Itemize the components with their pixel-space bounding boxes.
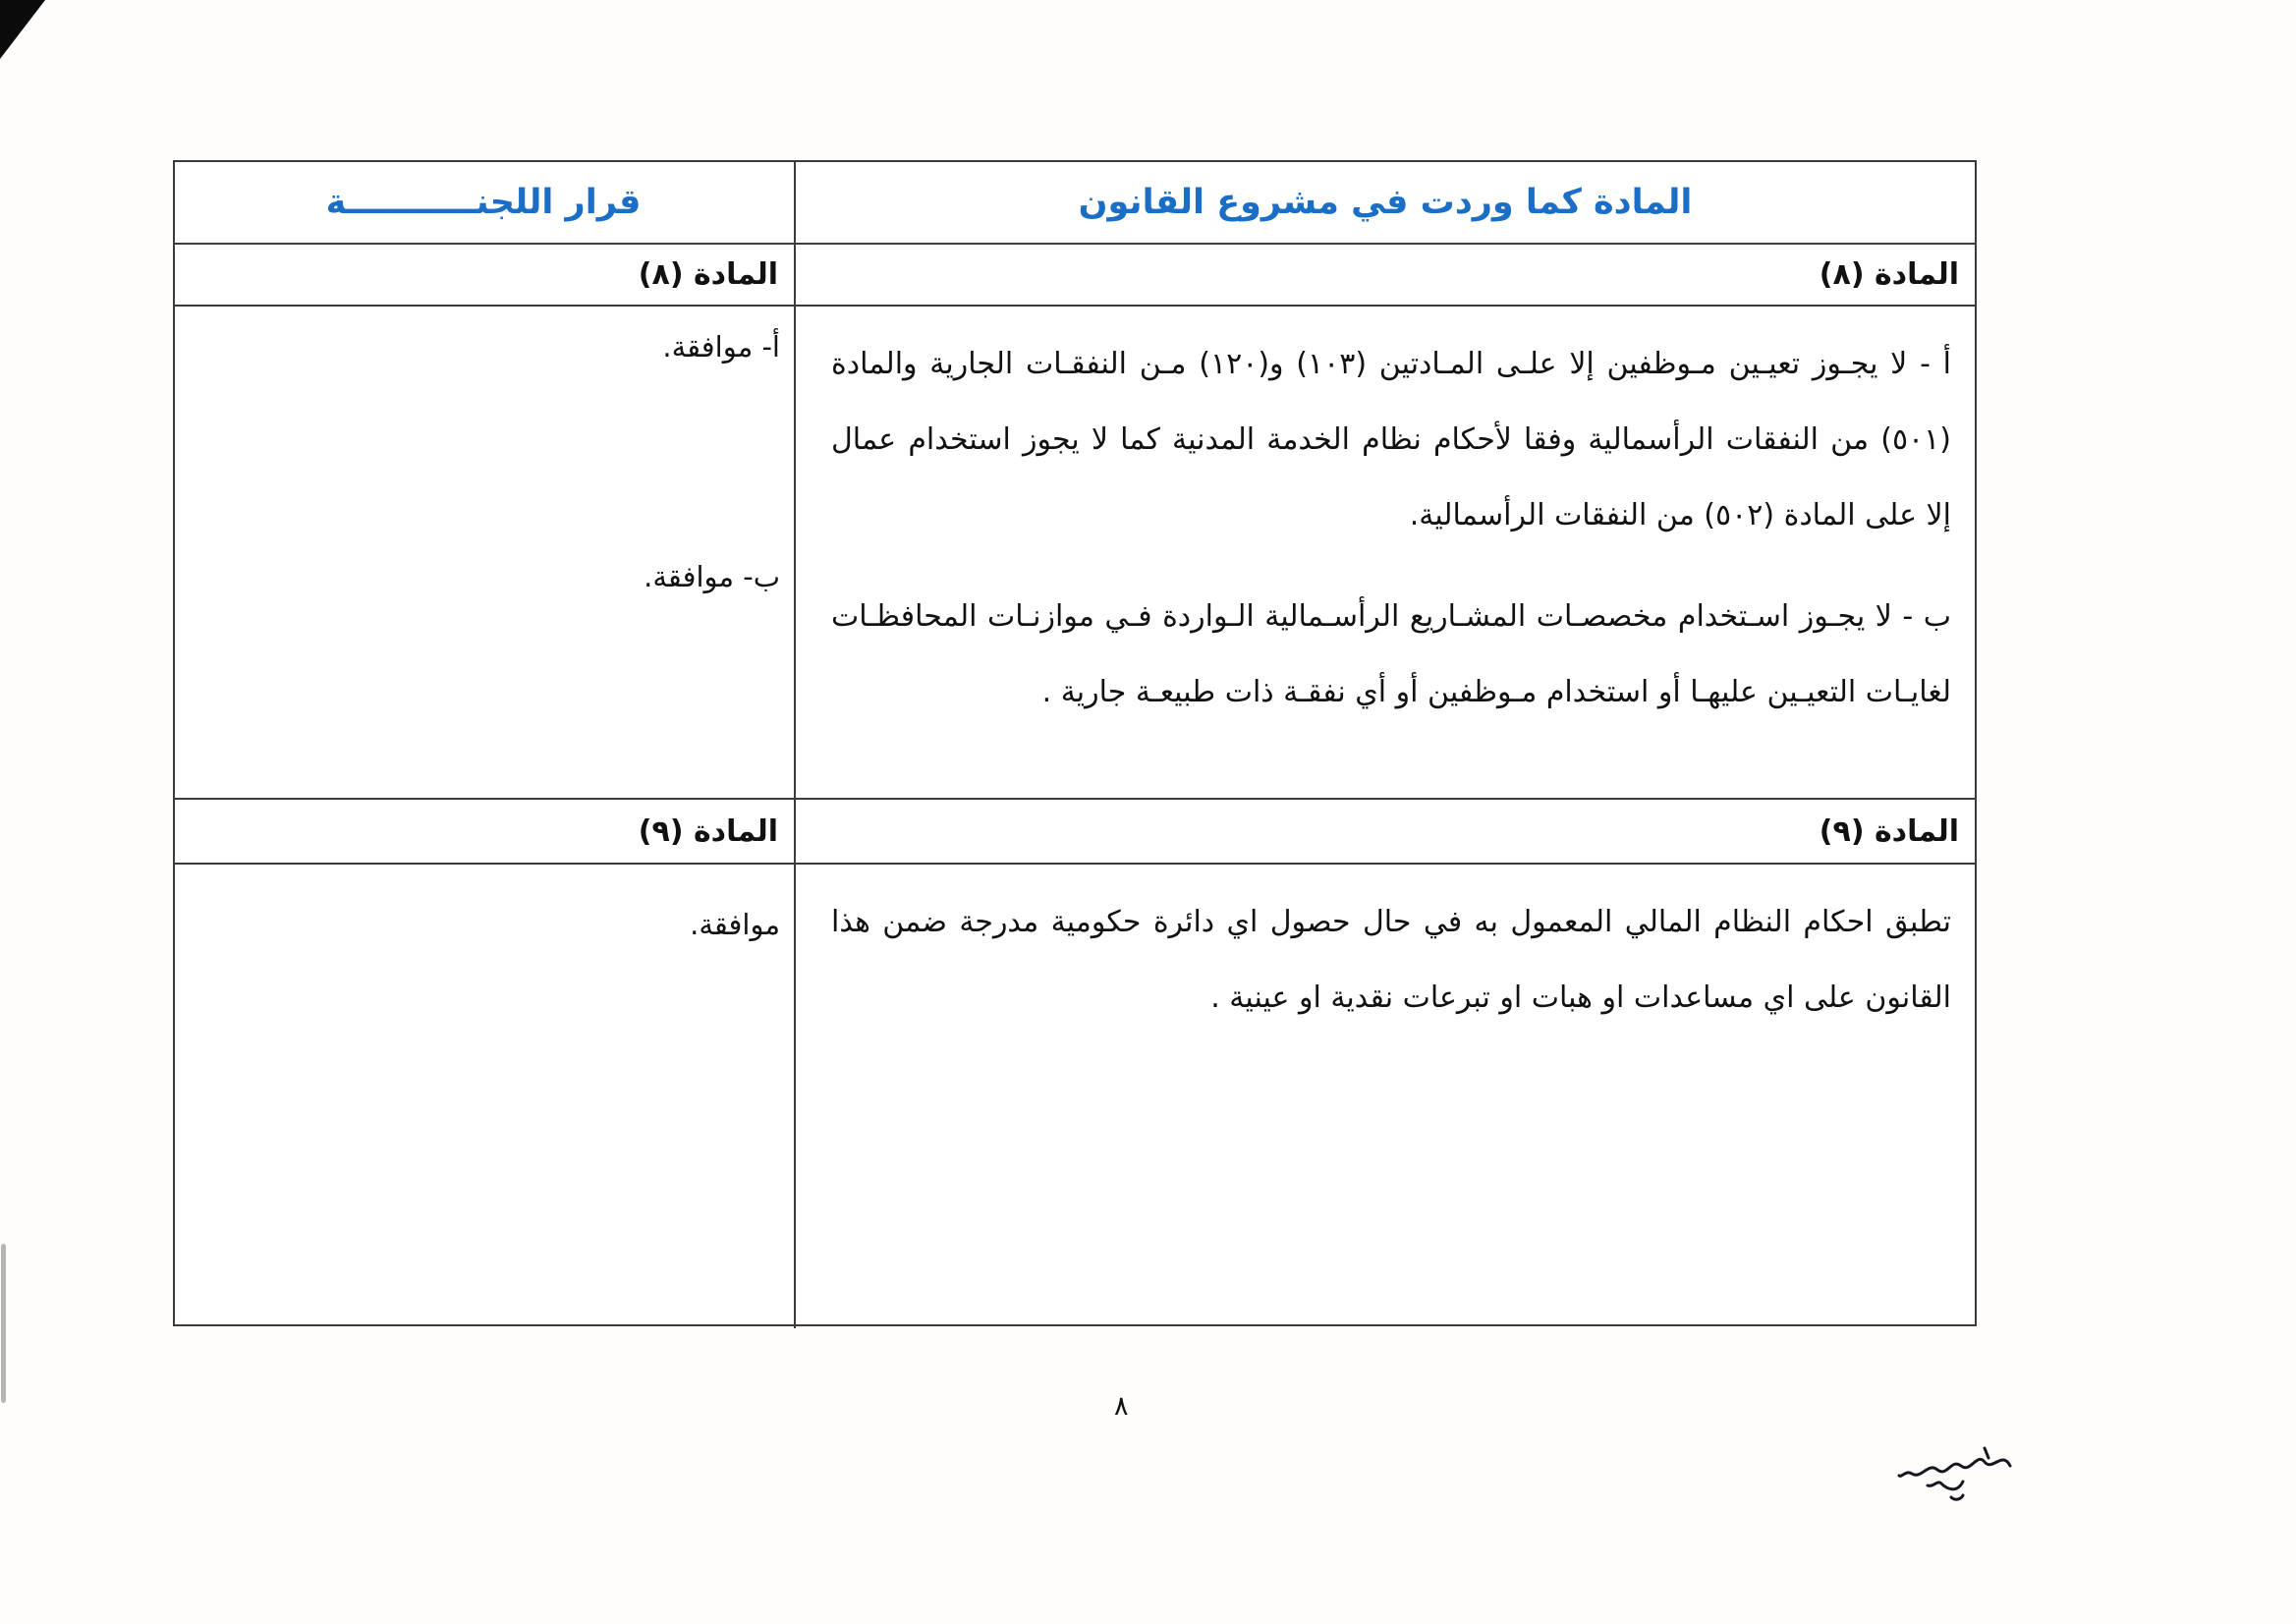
article9-title-law: المادة (٩) — [794, 800, 1975, 865]
article9-decision-text: موافقة. — [690, 908, 780, 941]
article8-title-decision: المادة (٨) — [173, 245, 794, 307]
scan-corner-artifact — [0, 0, 45, 59]
article8-title-law: المادة (٨) — [794, 245, 1975, 307]
article9-decision — [173, 865, 794, 1328]
handwritten-signature — [1894, 1432, 2018, 1527]
article8-law-text — [794, 307, 1975, 800]
header-decision-column: قرار اللجنـــــــــــة — [173, 162, 794, 245]
page-number: ٨ — [1114, 1391, 1129, 1422]
article9-law-text — [794, 865, 1975, 1328]
article8-decision-a: أ- موافقة. — [662, 330, 780, 364]
article8-decision-b: ب- موافقة. — [644, 560, 780, 593]
article8-decision — [173, 307, 794, 800]
header-law-column: المادة كما وردت في مشروع القانون — [794, 162, 1975, 245]
article8-paragraph-a: أ - لا يجـوز تعيـين مـوظفين إلا علـى المـادتين (١٠٣) و(١٢٠) مـن النفقـات الجارية والمادة (٥٠١) من النفقات الرأسمالية وفقا لأحكام نظام الخدمة المدنية كما لا يجوز استخدام عمال إلا على المادة (٥٠٢) من النفقات الرأسمالية. — [831, 347, 1951, 532]
article9-title-decision: المادة (٩) — [173, 800, 794, 865]
article8-paragraph-b: ب - لا يجـوز اسـتخدام مخصصـات المشـاريع الرأسـمالية الـواردة فـي موازنـات المحافظـات لغايـات التعيـين عليهـا أو استخدام مـوظفين أو أي نفقـة ذات طبيعـة جارية . — [831, 599, 1951, 709]
article9-paragraph: تطبق احكام النظام المالي المعمول به في حال حصول اي دائرة حكومية مدرجة ضمن هذا القانون على اي مساعدات او هبات او تبرعات نقدية او عينية . — [831, 905, 1951, 1015]
law-review-table — [173, 160, 1977, 1326]
scan-edge-streak — [1, 1244, 6, 1403]
